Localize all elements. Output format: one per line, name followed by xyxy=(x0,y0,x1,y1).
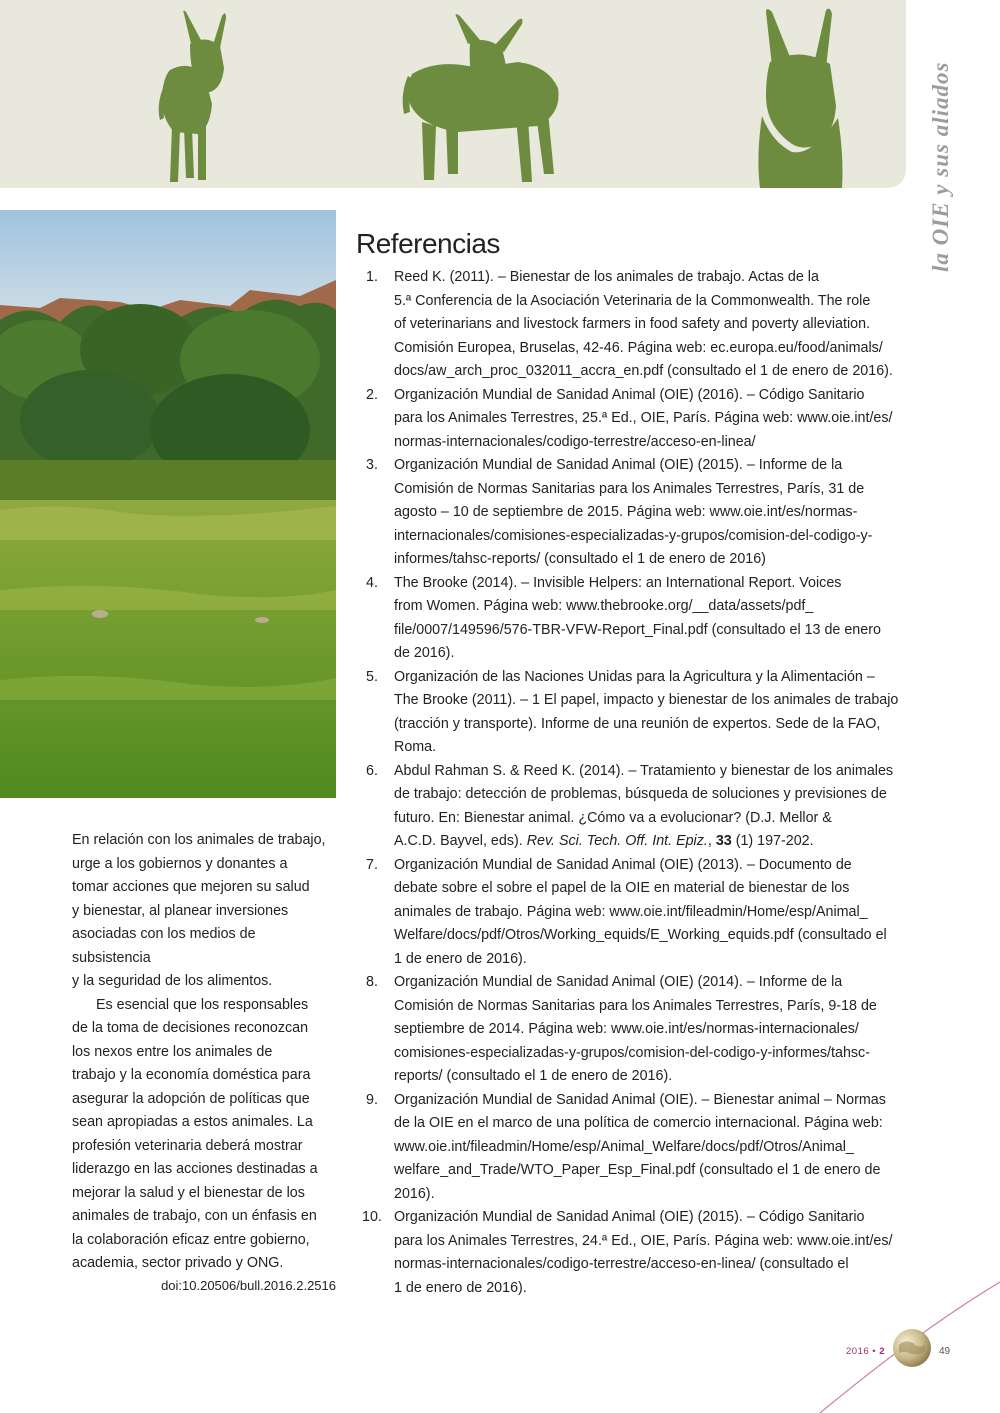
journal-title: Rev. Sci. Tech. Off. Int. Epiz. xyxy=(526,833,708,849)
reference-number: 7. xyxy=(366,856,378,873)
reference-number: 9. xyxy=(366,1091,378,1108)
reference-item: 3. Organización Mundial de Sanidad Animal (OIE) (2015). – Informe de la Comisión de Normas Sanitarias para los Animales Terrestres, París, 31 de agosto – 10 de septiembre de 2015. Página web: www.oie.int/es/normas- internacionales/comisiones-especializadas-y-grupos/comision-del-codigo-y- informes/tahsc-reports/ (consultado el 1 de enero de 2016) xyxy=(366,454,906,572)
body-paragraph-1: En relación con los animales de trabajo, urge a los gobiernos y donantes a tomar acciones que mejoren su salud y bienestar, al planear inversiones asociadas con los medios de subsistencia y la seguridad de los alimentos. xyxy=(72,832,326,989)
field-landscape-image xyxy=(0,210,336,798)
references-heading: Referencias xyxy=(356,228,500,259)
footer-issue: 2016 • 2 xyxy=(846,1346,886,1357)
body-paragraph-2: Es esencial que los responsables de la toma de decisiones reconozcan los nexos entre los animales de trabajo y la economía doméstica para asegurar la adopción de políticas que sean apropiadas a estos animales. La profesión veterinaria deberá mostrar liderazgo en las acciones destinadas a mejorar la salud y el bienestar de los animales de trabajo, con un énfasis en la colaboración eficaz entre gobierno, academia, sector privado y ONG. xyxy=(72,996,318,1271)
reference-item: 7. Organización Mundial de Sanidad Animal (OIE) (2013). – Documento de debate sobre el sobre el papel de la OIE en material de bienestar de los animales de trabajo. Página web: www.oie.int/fileadmin/Home/esp/Animal_ Welfare/docs/pdf/Otros/Working_equids/E_Working_equids.pdf (consultado el 1 de enero de 2016). xyxy=(366,854,906,972)
reference-number: 5. xyxy=(366,668,378,685)
reference-item: 9. Organización Mundial de Sanidad Animal (OIE). – Bienestar animal – Normas de la OIE en el marco de una política de comercio internacional. Página web: www.oie.int/fileadmin/Home/esp/Animal_Welfare/docs/pdf/Otros/Animal_ welfare_and_Trade/WTO_Paper_Esp_Final.pdf (consultado el 1 de enero de 2016). xyxy=(366,1089,906,1207)
reference-number: 2. xyxy=(366,386,378,403)
journal-volume: 33 xyxy=(715,833,732,849)
reference-item: 8. Organización Mundial de Sanidad Animal (OIE) (2014). – Informe de la Comisión de Normas Sanitarias para los Animales Terrestres, París, 9-18 de septiembre de 2014. Página web: www.oie.int/es/normas-internacionales/ comisiones-especializadas-y-grupos/comision-del-codigo-y-informes/tahsc- reports/ (consultado el 1 de enero de 2016). xyxy=(366,971,906,1089)
reference-item: 10. Organización Mundial de Sanidad Animal (OIE) (2015). – Código Sanitario para los Animales Terrestres, 24.ª Ed., OIE, París. Página web: www.oie.int/es/ normas-internacionales/codigo-terrestre/acceso-en-linea/ (consultado el 1 de enero de 2016). xyxy=(366,1206,906,1300)
donkey-side-icon xyxy=(398,14,568,186)
reference-number: 1. xyxy=(366,269,378,285)
reference-item: 1. Reed K. (2011). – Bienestar de los animales de trabajo. Actas de la 5.ª Conferencia de la Asociación Veterinaria de la Commonwealth. The role of veterinarians and livestock farmers in food safety and poverty alleviation. Comisión Europea, Bruselas, 42-46. Página web: ec.europa.eu/food/animals/ docs/aw_arch_proc_032011_accra_en.pdf (consultado el 1 de enero de 2016). xyxy=(366,266,906,384)
reference-item: 5. Organización de las Naciones Unidas para la Agricultura y la Alimentación – The Brooke (2011). – 1 El papel, impacto y bienestar de los animales de trabajo (tracción y transporte). Informe de una reunión de expertos. Sede de la FAO, Roma. xyxy=(366,666,906,760)
reference-number: 6. xyxy=(366,762,378,779)
reference-item: 4. The Brooke (2014). – Invisible Helpers: an International Report. Voices from Women. Página web: www.thebrooke.org/__data/assets/pdf_ file/0007/149596/576-TBR-VFW-Report_Final.pdf (consultado el 13 de enero de 2016). xyxy=(366,572,906,666)
reference-item: 6. Abdul Rahman S. & Reed K. (2014). – Tratamiento y bienestar de los animales de trabajo: detección de problemas, búsqueda de soluciones y previsiones de futuro. En: Bienestar animal. ¿Cómo va a evolucionar? (D.J. Mellor & A.C.D. Bayvel, eds). Rev. Sci. Tech. Off. Int. Epiz., 33 (1) 197-202. xyxy=(366,760,906,854)
reference-number: 3. xyxy=(366,457,378,473)
page-number: 49 xyxy=(939,1346,951,1357)
reference-number: 10. xyxy=(362,1209,382,1225)
section-side-title: la OIE y sus aliados xyxy=(928,61,953,272)
doi-link[interactable]: doi:10.20506/bull.2016.2.2516 xyxy=(161,1278,336,1293)
donkey-front-icon xyxy=(150,8,240,184)
reference-number: 8. xyxy=(366,974,378,990)
reference-number: 4. xyxy=(366,574,378,591)
globe-icon xyxy=(891,1327,933,1369)
body-text xyxy=(72,829,338,1276)
references-list xyxy=(362,266,906,1300)
reference-item: 2. Organización Mundial de Sanidad Animal (OIE) (2016). – Código Sanitario para los Animales Terrestres, 25.ª Ed., OIE, París. Página web: www.oie.int/es/ normas-internacionales/codigo-terrestre/acceso-en-linea/ xyxy=(366,384,906,455)
donkey-closeup-icon xyxy=(752,6,848,188)
field-photo xyxy=(0,210,336,798)
